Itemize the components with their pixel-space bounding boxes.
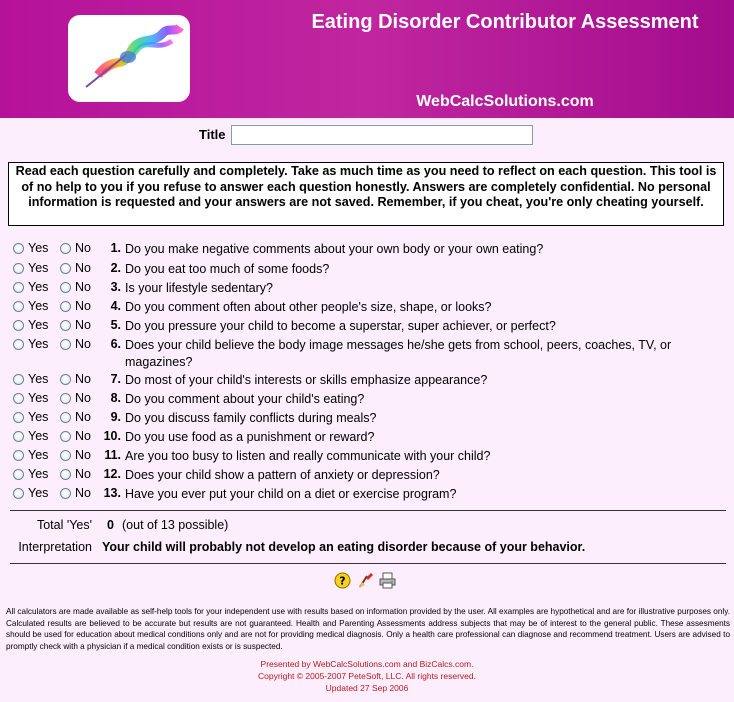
interpretation-label: Interpretation [18,540,92,554]
question-number: 9. [110,410,121,424]
clear-icon[interactable] [357,572,374,589]
question-number: 13. [103,486,121,500]
footer-presented: Presented by WebCalcSolutions.com and BizCalcs.com. [260,659,474,669]
question-number: 7. [110,372,121,386]
yes-label: Yes [28,410,49,424]
total-yes-note: (out of 13 possible) [122,518,229,532]
yes-radio[interactable] [13,320,24,331]
no-radio[interactable] [60,320,71,331]
question-number: 3. [110,280,121,294]
no-label: No [75,241,91,255]
title-label: Title [199,127,226,142]
divider [10,510,726,511]
question-number: 5. [110,318,121,332]
yes-label: Yes [28,391,49,405]
divider [10,563,726,564]
no-label: No [75,261,91,275]
no-label: No [75,372,91,386]
no-label: No [75,280,91,294]
no-radio[interactable] [60,243,71,254]
yes-label: Yes [28,429,49,443]
question-number: 4. [110,299,121,313]
header-banner [0,0,734,118]
question-number: 10. [103,429,121,443]
question-number: 1. [110,241,121,255]
question-text: Does your child believe the body image messages he/she gets from school, peers, coaches, TV, or magazines? [125,338,672,369]
yes-radio[interactable] [13,374,24,385]
instructions-box: Read each question carefully and completely. Take as much time as you need to reflect on each question. This tool is of no help to you if you refuse to answer each question honestly. Answers are completely confidential. No personal information is requested and your answers are not saved. Remember, if you cheat, you're only cheating yourself. [8,162,724,226]
question-text: Do you eat too much of some foods? [125,262,330,276]
question-number: 12. [103,467,121,481]
no-radio[interactable] [60,374,71,385]
yes-label: Yes [28,241,49,255]
disclaimer: All calculators are made available as self-help tools for your independent use with results based on information provided by the user. All examples are hypothetical and are for illustrative purposes only. Calculated results are believed to be accurate but results are not guaranteed. Health and Parenting Assessments address subjects that may be of interest to the general public. These assesments should be used for education about medical conditions only and are not for providing medical diagnosis. Only a health care professional can diagnose and recommend treatment. Users are advised to promptly check with a physician if a medical condition exists or is suspected. [6,607,730,651]
footer-copyright: Copyright © 2005-2007 PeteSoft, LLC. All rights reserved. [258,671,476,681]
yes-radio[interactable] [13,301,24,312]
title-input[interactable] [231,125,533,145]
yes-label: Yes [28,299,49,313]
page-title: Eating Disorder Contributor Assessment [311,11,699,33]
no-radio[interactable] [60,488,71,499]
yes-radio[interactable] [13,393,24,404]
no-radio[interactable] [60,301,71,312]
no-label: No [75,486,91,500]
question-text: Does your child show a pattern of anxiety or depression? [125,468,440,482]
question-number: 8. [110,391,121,405]
yes-radio[interactable] [13,431,24,442]
no-radio[interactable] [60,469,71,480]
hummingbird-smoke-logo [68,15,190,102]
no-label: No [75,318,91,332]
no-radio[interactable] [60,450,71,461]
total-yes-value: 0 [107,518,114,532]
question-text: Do you pressure your child to become a superstar, super achiever, or perfect? [125,319,556,333]
no-label: No [75,410,91,424]
question-text: Is your lifestyle sedentary? [125,281,273,295]
no-radio[interactable] [60,282,71,293]
question-text: Do you discuss family conflicts during meals? [125,411,377,425]
yes-radio[interactable] [13,282,24,293]
no-label: No [75,391,91,405]
question-number: 2. [110,261,121,275]
interpretation-value: Your child will probably not develop an eating disorder because of your behavior. [102,540,586,554]
yes-label: Yes [28,486,49,500]
yes-label: Yes [28,280,49,294]
yes-label: Yes [28,261,49,275]
yes-radio[interactable] [13,243,24,254]
no-radio[interactable] [60,339,71,350]
question-text: Do most of your child's interests or skills emphasize appearance? [125,373,488,387]
title-row [0,125,734,147]
yes-label: Yes [28,372,49,386]
yes-radio[interactable] [13,412,24,423]
no-label: No [75,299,91,313]
logo [68,15,190,102]
yes-radio[interactable] [13,339,24,350]
no-label: No [75,337,91,351]
question-text: Are you too busy to listen and really communicate with your child? [125,449,491,463]
yes-label: Yes [28,318,49,332]
no-label: No [75,467,91,481]
svg-text:?: ? [339,574,346,588]
yes-label: Yes [28,337,49,351]
no-label: No [75,429,91,443]
question-text: Do you comment often about other people's size, shape, or looks? [125,300,492,314]
print-icon[interactable] [379,572,396,589]
no-radio[interactable] [60,412,71,423]
yes-label: Yes [28,448,49,462]
question-text: Do you make negative comments about your own body or your own eating? [125,242,544,256]
question-number: 11. [104,448,121,462]
no-label: No [75,448,91,462]
total-yes-label: Total 'Yes' [36,518,92,532]
footer-updated: Updated 27 Sep 2006 [325,683,409,693]
question-text: Do you comment about your child's eating? [125,392,365,406]
question-number: 6. [110,337,121,351]
question-text: Do you use food as a punishment or reward? [125,430,375,444]
help-icon[interactable] [334,572,351,589]
no-radio[interactable] [60,263,71,274]
site-name: WebCalcSolutions.com [416,93,594,110]
question-text: Have you ever put your child on a diet or exercise program? [125,487,457,501]
yes-radio[interactable] [13,469,24,480]
no-radio[interactable] [60,431,71,442]
yes-label: Yes [28,467,49,481]
no-radio[interactable] [60,393,71,404]
yes-radio[interactable] [13,488,24,499]
yes-radio[interactable] [13,263,24,274]
yes-radio[interactable] [13,450,24,461]
